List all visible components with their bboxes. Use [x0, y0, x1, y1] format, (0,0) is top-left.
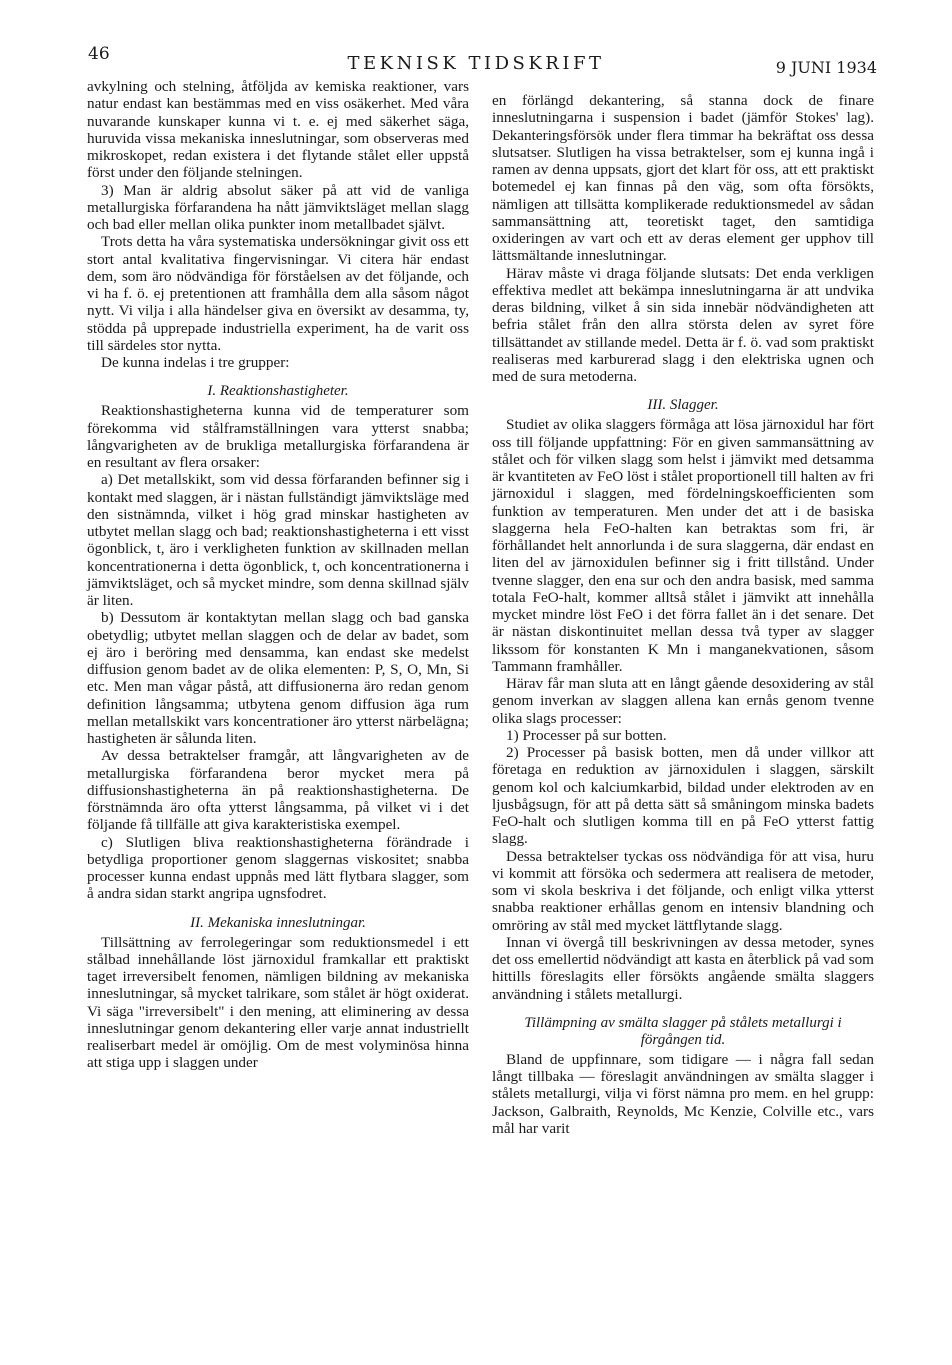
- paragraph: Tillsättning av ferrolegeringar som reduktionsmedel i ett stålbad innehållande löst järnoxidul framkallar ett praktiskt taget irreversibelt fenomen, nämligen bildning av mekaniska inneslutningar, så mycket talrikare, som stålet är högt oxiderat. Vi säga "irreversibelt" i den mening, att eliminering av dessa inneslutningar genom dekantering eller varje annat industriellt realiserbart medel är omöjlig. Om de mest volyminösa hinna att stiga upp i slaggen under: [87, 933, 469, 1072]
- paragraph: Härav får man sluta att en långt gående desoxidering av stål genom inverkan av slaggen allena kan ernås genom tvenne olika slags processer:: [492, 675, 874, 727]
- right-column: [492, 92, 874, 1137]
- paragraph: Bland de uppfinnare, som tidigare — i några fall sedan långt tillbaka — föreslagit användningen av smälta slagger i stålets metallurgi, vilja vi först nämna pro mem. en hel grupp: Jackson, Galbraith, Reynolds, Mc Kenzie, Colville etc., vars mål har varit: [492, 1050, 874, 1137]
- paragraph: b) Dessutom är kontaktytan mellan slagg och bad ganska obetydlig; utbytet mellan slaggen och de delar av badet, som ej äro i beröring med densamma, kan endast ske medelst diffusion genom badet av de olika elementen: P, S, O, Mn, Si etc. Men man vågar påstå, att diffusionerna äro redan genom definition långsamma; utbytena genom diffusion äga rum mellan metallskikt vars koncentrationer äro ytterst närbelägna; hastigheten är sålunda liten.: [87, 609, 469, 747]
- section-heading: I. Reaktionshastigheter.: [207, 383, 349, 400]
- paragraph: avkylning och stelning, åtföljda av kemiska reaktioner, vars natur endast kan bestämmas med en viss osäkerhet. Med våra nuvarande kunskaper kunna vi t. e. ej med säkerhet säga, huruvida vissa mekaniska inneslutningar, som observeras med mikroskopet, redan existera i det flytande stålet eller uppstå först under den följande stelningen.: [87, 78, 469, 182]
- paragraph: Studiet av olika slaggers förmåga att lösa järnoxidul har fört oss till följande uppfattning: För en given sammansättning av stålet och för vilken slagg som helst i jämvikt med detsamma är kvantiteten av FeO löst i stålet proportionell till halten av fri järnoxidul i slaggen, med fördelningskoefficienten som funktion av temperaturen. Men under det att i de basiska slaggerna hela FeO-halten kan betraktas som fri, är förhållandet helt annorlunda i de sura slaggerna, där endast en liten del av järnoxidulen befinner sig i fritt tillstånd. Under tvenne slagger, den ena sur och den andra basisk, med samma totala FeO-halt, kommer alltså stålet i jämvikt att innehålla mycket mindre löst FeO i det förra fallet än i det senare. Det är nästan diskontinuitet mellan dessa två typer av slagger likssom för konstanten K Mn i manganekvationen, såsom Tammann framhåller.: [492, 416, 874, 675]
- paragraph: en förlängd dekantering, så stanna dock de finare inneslutningarna i suspension i badet (jämför Stokes' lag). Dekanteringsförsök under flera timmar ha bekräftat oss dessa slutsatser. Slutligen ha vissa betraktelser, som ej kunna ingå i ramen av denna uppsats, gjort det klart för oss, att ett praktiskt botemedel ej kan finnas på den väg, som ofta försökts, nämligen att tillsätta komplikerade reduktionsmedel av sådan sammansättning att, teoretiskt taget, den samtidiga oxideringen av vart och ett av deras element ger upphov till lättsmältande inneslutningar.: [492, 92, 874, 265]
- section-heading: Tillämpning av smälta slagger på stålets metallurgi i förgången tid.: [524, 1014, 842, 1048]
- issue-date: 9 JUNI 1934: [775, 58, 877, 77]
- page-number: 46: [88, 44, 110, 64]
- paragraph: Dessa betraktelser tyckas oss nödvändiga för att visa, huru vi kommit att försöka och sedermera att realisera de metoder, som vi skola beskriva i det följande, och enligt vilka ytterst snabba reaktioner erhållas genom en intensiv blandning och omröring av stål med mycket lättflytande slagg.: [492, 847, 874, 934]
- left-column: [87, 78, 469, 1072]
- paragraph: De kunna indelas i tre grupper:: [101, 354, 290, 371]
- paragraph: Reaktionshastigheterna kunna vid de temperaturer som förekomma vid stålframställningen vara ytterst snabba; långvarigheten av de brukliga metallurgiska förfarandena är en resultant av flera orsaker:: [87, 402, 469, 471]
- paragraph: Härav måste vi draga följande slutsats: Det enda verkligen effektiva medlet att bekämpa inneslutningarna är att undvika deras bildning, vilket å sin sida innebär nödvändigheten att befria stålet från den allra största delen av syret före tillsättandet av stillande medel. Detta är f. ö. vad som praktiskt realiseras med karburerad slagg i den elektriska ugnen och med de sura metoderna.: [492, 264, 874, 385]
- paragraph: Innan vi övergå till beskrivningen av dessa metoder, synes det oss emellertid nödvändigt att kasta en återblick på vad som hittills föreslagits eller försökts angående smälta slaggers användning i stålets metallurgi.: [492, 933, 874, 1003]
- paragraph: 1) Processer på sur botten.: [506, 726, 667, 744]
- paragraph: Trots detta ha våra systematiska undersökningar givit oss ett stort antal kvalitativa fingervisningar. Vi citera här endast dem, som äro nödvändiga för förståelsen av det följande, och vi ha f. ö. ej pretentionen att framhålla dem alla såsom något nytt. Vi vilja i alla händelser giva en översikt av desamma, ty, stödda på upprepade industriella experiment, ha de varit oss till särdeles stor nytta.: [87, 233, 469, 354]
- paragraph: 3) Man är aldrig absolut säker på att vid de vanliga metallurgiska förfarandena ha nått jämviktsläget mellan slagg och bad eller mellan olika punkter inom metallbadet självt.: [87, 181, 469, 233]
- paragraph: a) Det metallskikt, som vid dessa förfaranden befinner sig i kontakt med slaggen, är i nästan fullständigt jämviktsläge med den sistnämnda, vilket i hög grad minskar hastigheten av utbytet mellan slagg och bad; reaktionshastigheterna i ett visst ögonblick, t, äro i verkligheten funktion av skillnaden mellan koncentrationerna i detta ögonblick, t, och koncentrationerna i jämviktsläget, och så mycket mindre, som denna skillnad själv är liten.: [87, 471, 469, 609]
- paragraph: c) Slutligen bliva reaktionshastigheterna förändrade i betydliga proportioner genom slaggernas viskositet; snabba processer kunna endast uppnås med lätt flytbara slagger, som å andra sidan starkt angripa ugnsfodret.: [87, 833, 469, 903]
- section-heading: II. Mekaniska inneslutningar.: [190, 914, 366, 931]
- paragraph: 2) Processer på basisk botten, men då under villkor att företaga en reduktion av järnoxidulen i slaggen, särskilt genom kol och kalciumkarbid, bildad under elektroden av en ljusbågsugn, för att på detta sätt så småningom minska badets FeO-halt och slutligen komma till en på FeO ytterst fattig slagg.: [492, 744, 874, 848]
- journal-title: TEKNISK TIDSKRIFT: [347, 53, 605, 74]
- paragraph: Av dessa betraktelser framgår, att långvarigheten av de metallurgiska förfarandena beror mycket mera på diffusionshastigheterna än på reaktionshastigheterna. De förstnämnda äro ofta ytterst långsamma, på vilket vi i det följande få tillfälle att giva karakteristiska exempel.: [87, 747, 469, 834]
- section-heading: III. Slagger.: [647, 397, 719, 414]
